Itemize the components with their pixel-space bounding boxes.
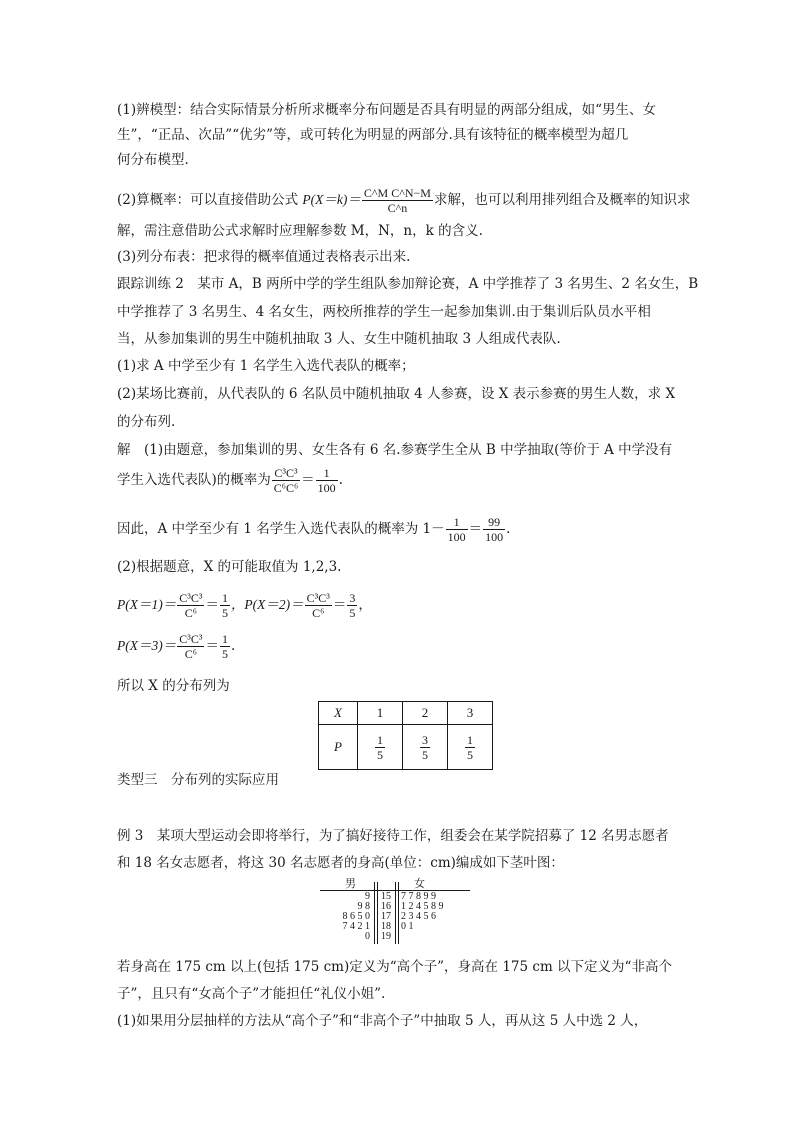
period: . bbox=[338, 472, 343, 488]
line-15 bbox=[117, 515, 510, 544]
right-divider bbox=[398, 882, 399, 944]
table-row bbox=[319, 725, 493, 770]
numerator: C³C³ bbox=[179, 632, 203, 646]
table-cell bbox=[358, 725, 403, 770]
fraction bbox=[272, 466, 300, 495]
text-segment: 求解，也可以利用排列组合及概率的知识求 bbox=[433, 192, 691, 208]
line-5: 解，需注意借助公式求解时应理解参数 M，N，n，k 的含义. bbox=[117, 223, 483, 239]
formula-denominator: C^n bbox=[387, 201, 408, 215]
denominator: 100 bbox=[485, 530, 504, 544]
text-segment: (2)算概率：可以直接借助公式 bbox=[117, 192, 303, 208]
female-label: 女 bbox=[414, 878, 425, 890]
table-cell: 3 bbox=[448, 702, 493, 725]
equals: ＝ bbox=[468, 521, 483, 537]
formula-lhs: P(X＝k)＝ bbox=[302, 192, 361, 207]
numerator: 3 bbox=[422, 732, 428, 747]
stem: 17 bbox=[381, 911, 391, 922]
denominator: 100 bbox=[447, 530, 466, 544]
fraction bbox=[465, 733, 475, 762]
male-leaves: 7 4 2 1 bbox=[342, 921, 370, 932]
equals: ＝ bbox=[205, 638, 219, 654]
female-leaves: 0 1 bbox=[401, 921, 414, 932]
prob-expr: ，P(X＝2)＝ bbox=[230, 597, 304, 612]
line-6: (3)列分布表：把求得的概率值通过表格表示出来. bbox=[117, 249, 411, 265]
prob-expr: P(X＝1)＝ bbox=[117, 597, 177, 612]
male-leaves: 9 8 bbox=[357, 901, 370, 912]
formula-fraction bbox=[362, 186, 433, 215]
denominator: 5 bbox=[377, 747, 383, 762]
line-19: 所以 X 的分布列为 bbox=[117, 678, 230, 694]
line-23: 若身高在 175 cm 以上(包括 175 cm)定义为“高个子”，身高在 175 cm 以下定义为“非高个 bbox=[117, 959, 672, 975]
period: . bbox=[506, 521, 511, 537]
line-11: (2)某场比赛前，从代表队的 6 名队员中随机抽取 4 人参赛，设 X 表示参赛的男生人数，求 X bbox=[117, 386, 676, 402]
line-8: 中学推荐了 3 名男生、4 名女生，两校所推荐的学生一起参加集训.由于集训后队员水平相 bbox=[117, 304, 651, 320]
numerator: C³C³ bbox=[306, 591, 330, 605]
line-7: 跟踪训练 2 某市 A，B 两所中学的学生组队参加辩论赛，A 中学推荐了 3 名男生、2 名女生，B bbox=[117, 276, 699, 292]
equals: ＝ bbox=[301, 472, 315, 488]
equals: ＝ bbox=[205, 597, 219, 613]
line-17 bbox=[117, 591, 372, 620]
denominator: C⁶ bbox=[184, 606, 197, 620]
line-14 bbox=[117, 466, 343, 495]
left-divider bbox=[377, 882, 378, 944]
equals: ＝ bbox=[332, 597, 347, 613]
formula-numerator: C^M C^N−M bbox=[363, 186, 431, 200]
fraction bbox=[347, 591, 357, 620]
male-leaves: 8 6 5 0 bbox=[342, 911, 370, 922]
fraction bbox=[220, 632, 230, 661]
table-cell bbox=[448, 725, 493, 770]
denominator: 5 bbox=[422, 747, 428, 762]
fraction bbox=[305, 591, 332, 620]
text-segment: 因此，A 中学至少有 1 名学生入选代表队的概率为 1－ bbox=[117, 521, 445, 537]
fraction bbox=[220, 591, 230, 620]
numerator: 1 bbox=[221, 591, 228, 605]
numerator: C³C³ bbox=[179, 591, 203, 605]
period: . bbox=[230, 638, 236, 654]
denominator: 5 bbox=[221, 606, 228, 620]
line-1: (1)辨模型：结合实际情景分析所求概率分布问题是否具有明显的两部分组成，如“男生、女 bbox=[117, 102, 657, 118]
male-leaves: 9 bbox=[365, 891, 370, 902]
stem: 19 bbox=[381, 931, 391, 942]
fraction bbox=[446, 515, 468, 544]
fraction bbox=[483, 515, 505, 544]
fraction bbox=[375, 733, 385, 762]
female-leaves: 2 3 4 5 6 bbox=[401, 911, 436, 922]
line-12: 的分布列. bbox=[117, 414, 176, 430]
denominator: C⁶ bbox=[312, 606, 325, 620]
line-18 bbox=[117, 632, 235, 661]
stem: 16 bbox=[381, 901, 391, 912]
numerator: 1 bbox=[467, 732, 473, 747]
numerator: 1 bbox=[221, 632, 228, 646]
line-16: (2)根据题意，X 的可能取值为 1,2,3. bbox=[117, 559, 342, 575]
numerator: 1 bbox=[377, 732, 383, 747]
line-21: 例 3 某项大型运动会即将举行，为了搞好接待工作，组委会在某学院招募了 12 名男志愿者 bbox=[117, 828, 669, 844]
table-header-x: X bbox=[319, 702, 358, 725]
male-leaves: 0 bbox=[365, 931, 370, 942]
denominator: 5 bbox=[349, 606, 356, 620]
section-heading: 类型三 分布列的实际应用 bbox=[117, 772, 279, 788]
denominator: C⁶ bbox=[184, 647, 197, 661]
line-22: 和 18 名女志愿者，将这 30 名志愿者的身高(单位：cm)编成如下茎叶图： bbox=[117, 855, 564, 871]
fraction bbox=[177, 591, 204, 620]
numerator: C³C³ bbox=[272, 466, 300, 481]
line-3: 何分布模型. bbox=[117, 152, 189, 168]
stem: 15 bbox=[381, 891, 391, 902]
denominator: 5 bbox=[467, 747, 473, 762]
numerator: 3 bbox=[349, 591, 356, 605]
prob-expr: P(X＝3)＝ bbox=[117, 638, 177, 653]
line-4 bbox=[117, 186, 690, 215]
table-header-p: P bbox=[319, 725, 358, 770]
denominator: C⁶C⁶ bbox=[273, 481, 299, 495]
line-9: 当，从参加集训的男生中随机抽取 3 人、女生中随机抽取 3 人组成代表队. bbox=[117, 331, 561, 347]
numerator: 1 bbox=[446, 515, 468, 530]
line-10: (1)求 A 中学至少有 1 名学生入选代表队的概率； bbox=[117, 358, 415, 374]
numerator: 99 bbox=[483, 515, 505, 530]
fraction bbox=[177, 632, 204, 661]
comma: ， bbox=[358, 597, 372, 613]
table-cell: 1 bbox=[358, 702, 403, 725]
right-divider bbox=[395, 882, 396, 944]
line-25: (1)如果用分层抽样的方法从“高个子”和“非高个子”中抽取 5 人，再从这 5 人中选 2 人， bbox=[117, 1013, 648, 1029]
text-segment: 学生入选代表队)的概率为 bbox=[117, 472, 271, 488]
table-cell: 2 bbox=[403, 702, 448, 725]
fraction bbox=[420, 733, 430, 762]
numerator: 1 bbox=[316, 466, 338, 481]
denominator: 5 bbox=[221, 647, 228, 661]
line-24: 子”，且只有“女高个子”才能担任“礼仪小姐”. bbox=[117, 986, 386, 1002]
fraction bbox=[316, 466, 338, 495]
table-cell bbox=[403, 725, 448, 770]
stem: 18 bbox=[381, 921, 391, 932]
table-row bbox=[319, 702, 493, 725]
line-13: 解 (1)由题意，参加集训的男、女生各有 6 名.参赛学生全从 B 中学抽取(等价于 A 中学没有 bbox=[117, 442, 673, 458]
left-divider bbox=[374, 882, 375, 944]
male-label: 男 bbox=[345, 878, 356, 890]
female-leaves: 1 2 4 5 8 9 bbox=[401, 901, 444, 912]
line-2: 生”，“正品、次品”“优劣”等，或可转化为明显的两部分.具有该特征的概率模型为超几 bbox=[117, 127, 629, 143]
female-leaves: 7 7 8 9 9 bbox=[401, 891, 436, 902]
distribution-table bbox=[318, 701, 493, 770]
denominator: 100 bbox=[317, 481, 336, 495]
